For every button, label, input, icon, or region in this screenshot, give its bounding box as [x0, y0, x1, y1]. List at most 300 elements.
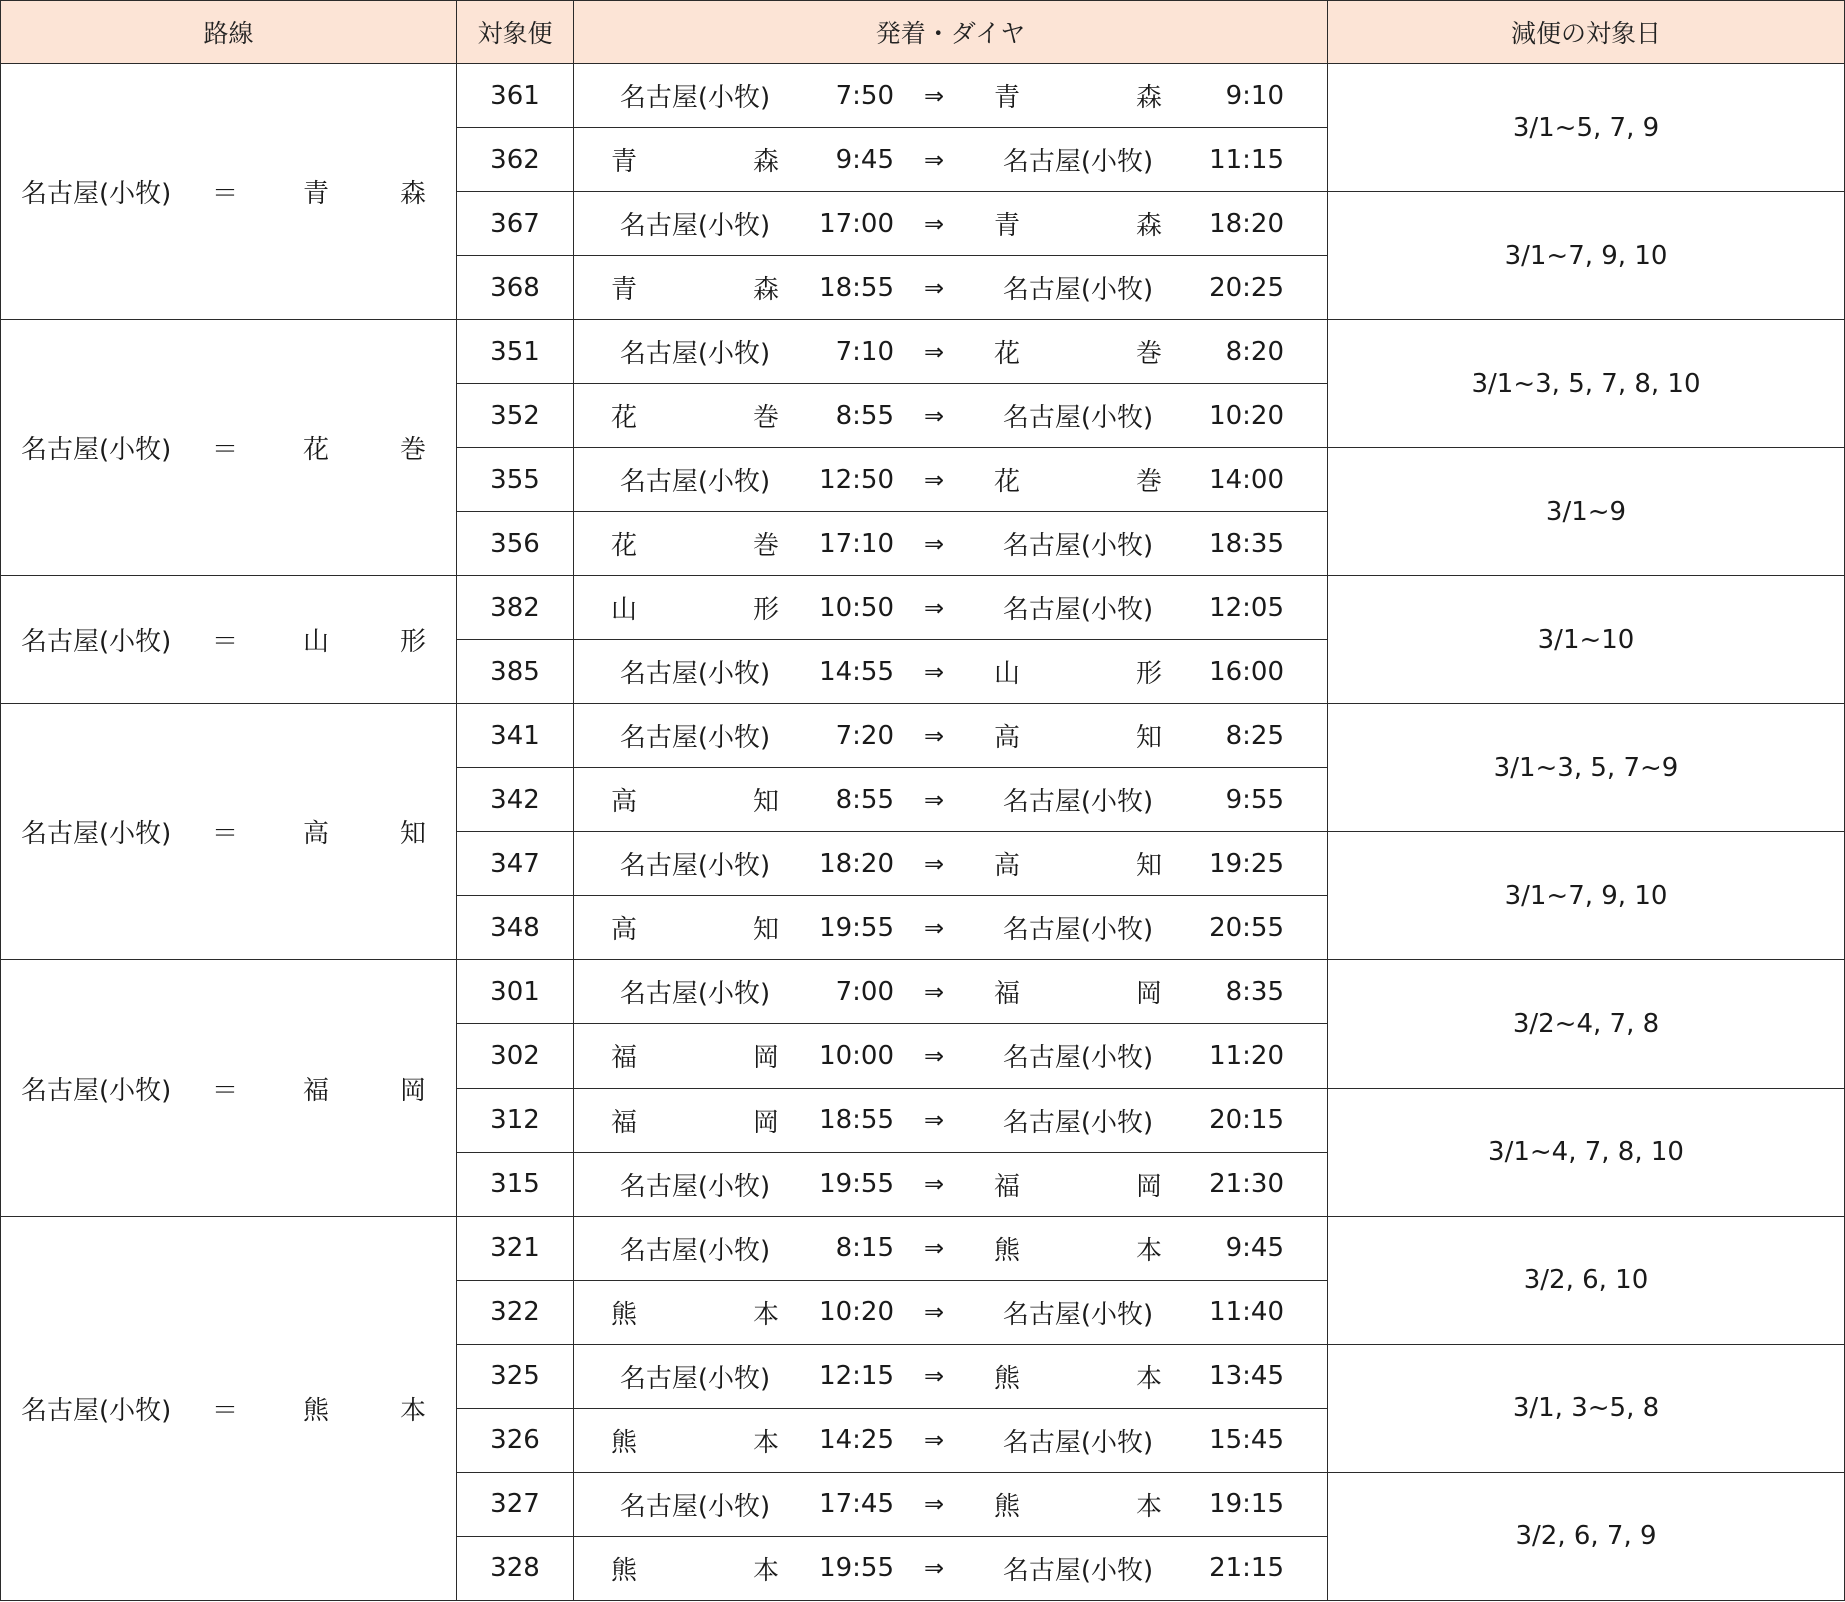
arrow-icon: ⇒: [924, 273, 945, 302]
schedule-cell: [574, 512, 1328, 576]
flight-number: 347: [457, 832, 574, 896]
departure-station-char: 知: [752, 915, 779, 946]
arrival-time: 21:30: [1209, 1169, 1284, 1200]
departure-time: 7:10: [835, 336, 894, 367]
schedule-line: [574, 1537, 1327, 1600]
departure-station: 名古屋(小牧): [619, 1235, 771, 1266]
schedule-line: [574, 1089, 1327, 1152]
schedule-line: [574, 64, 1327, 127]
arrival-station: 名古屋(小牧): [1002, 403, 1154, 434]
schedule-line: [574, 1281, 1327, 1344]
arrival-time: 20:55: [1209, 912, 1284, 943]
departure-station-char: 形: [752, 595, 779, 626]
arrow-icon: ⇒: [924, 465, 945, 494]
arrival-station-char: 熊: [994, 1491, 1021, 1522]
route-cell: [1, 320, 457, 576]
flight-number: 361: [457, 64, 574, 128]
departure-time: 18:55: [819, 272, 894, 303]
route-label: [1, 64, 456, 319]
arrival-station-char: 福: [994, 979, 1021, 1010]
schedule-line: [574, 448, 1327, 511]
schedule-line: [574, 128, 1327, 191]
arrival-time: 13:45: [1209, 1361, 1284, 1392]
departure-station-char: 高: [611, 787, 638, 818]
schedule-line: [574, 1473, 1327, 1536]
arrival-station-char: 巻: [1135, 467, 1162, 498]
flight-number: 322: [457, 1280, 574, 1344]
arrival-station: [994, 320, 1162, 383]
route-origin: 名古屋(小牧): [21, 179, 172, 210]
table-body: [1, 64, 1845, 1601]
route-separator: ＝: [211, 819, 238, 850]
departure-station-char: 本: [752, 1299, 779, 1330]
departure-station: [611, 768, 779, 831]
header-schedule: 発着・ダイヤ: [574, 1, 1328, 64]
schedule-cell: [574, 1536, 1328, 1600]
arrival-station-char: 花: [994, 467, 1021, 498]
schedule-cell: [574, 1280, 1328, 1344]
departure-time: 8:15: [835, 1233, 894, 1264]
arrival-station: [994, 704, 1162, 767]
flight-number: 325: [457, 1344, 574, 1408]
schedule-line: [574, 1024, 1327, 1087]
departure-station-char: 熊: [611, 1555, 638, 1586]
flight-number: 302: [457, 1024, 574, 1088]
departure-station: [611, 1537, 779, 1600]
departure-station: 名古屋(小牧): [619, 1363, 771, 1394]
arrival-station: [994, 1473, 1162, 1536]
arrow-icon: ⇒: [924, 785, 945, 814]
route-separator: ＝: [211, 435, 238, 466]
schedule-cell: [574, 960, 1328, 1024]
arrival-station-char: 本: [1135, 1491, 1162, 1522]
schedule-cell: [574, 1216, 1328, 1280]
arrival-station: 名古屋(小牧): [1002, 1427, 1154, 1458]
schedule-line: [574, 896, 1327, 959]
departure-station: [611, 896, 779, 959]
route-destination-char: 熊: [303, 1395, 330, 1426]
reduction-dates: 3/1~10: [1328, 576, 1845, 704]
schedule-cell: [574, 320, 1328, 384]
departure-station-char: 熊: [611, 1427, 638, 1458]
arrival-station: [994, 192, 1162, 255]
arrival-station-char: 知: [1135, 723, 1162, 754]
route-destination: [253, 1390, 456, 1427]
arrival-station: [994, 448, 1162, 511]
flight-number: 348: [457, 896, 574, 960]
arrow-icon: ⇒: [924, 1362, 945, 1391]
departure-station: 名古屋(小牧): [619, 83, 771, 114]
arrival-station: 名古屋(小牧): [1002, 1555, 1154, 1586]
departure-station-char: 熊: [611, 1299, 638, 1330]
schedule-line: [574, 320, 1327, 383]
schedule-cell: [574, 1024, 1328, 1088]
flight-number: 321: [457, 1216, 574, 1280]
arrow-icon: ⇒: [924, 849, 945, 878]
arrow-icon: ⇒: [924, 1298, 945, 1327]
arrow-icon: ⇒: [924, 1041, 945, 1070]
arrival-station: 名古屋(小牧): [1002, 915, 1154, 946]
departure-station: 名古屋(小牧): [619, 851, 771, 882]
arrival-station-char: 森: [1135, 83, 1162, 114]
schedule-cell: [574, 704, 1328, 768]
route-origin: 名古屋(小牧): [21, 627, 172, 658]
departure-time: 10:50: [819, 592, 894, 623]
schedule-line: [574, 704, 1327, 767]
arrow-icon: ⇒: [924, 913, 945, 942]
departure-time: 9:45: [835, 144, 894, 175]
flight-number: 301: [457, 960, 574, 1024]
departure-station: 名古屋(小牧): [619, 659, 771, 690]
departure-station: [611, 1089, 779, 1152]
arrow-icon: ⇒: [924, 337, 945, 366]
schedule-line: [574, 768, 1327, 831]
arrow-icon: ⇒: [924, 593, 945, 622]
arrival-time: 20:25: [1209, 272, 1284, 303]
table-row: [1, 1216, 1845, 1280]
departure-time: 18:20: [819, 848, 894, 879]
arrival-time: 12:05: [1209, 592, 1284, 623]
route-cell: [1, 704, 457, 960]
route-cell: [1, 576, 457, 704]
flight-number: 355: [457, 448, 574, 512]
departure-time: 7:20: [835, 720, 894, 751]
route-origin: 名古屋(小牧): [21, 1395, 172, 1426]
reduction-dates: 3/1~7, 9, 10: [1328, 192, 1845, 320]
flight-number: 385: [457, 640, 574, 704]
flight-number: 351: [457, 320, 574, 384]
arrow-icon: ⇒: [924, 145, 945, 174]
route-separator: ＝: [211, 1075, 238, 1106]
arrival-time: 11:40: [1209, 1297, 1284, 1328]
arrival-station: 名古屋(小牧): [1002, 1299, 1154, 1330]
flight-number: 367: [457, 192, 574, 256]
schedule-cell: [574, 768, 1328, 832]
departure-station-char: 花: [611, 403, 638, 434]
reduction-dates: 3/1~7, 9, 10: [1328, 832, 1845, 960]
departure-station-char: 巻: [752, 531, 779, 562]
arrival-station-char: 本: [1135, 1235, 1162, 1266]
schedule-line: [574, 512, 1327, 575]
reduction-dates: 3/1~9: [1328, 448, 1845, 576]
route-destination: [253, 173, 456, 210]
header-route: 路線: [1, 1, 457, 64]
departure-station: [611, 1024, 779, 1087]
schedule-cell: [574, 256, 1328, 320]
arrival-station-char: 熊: [994, 1235, 1021, 1266]
departure-station: [611, 1281, 779, 1344]
arrival-station-char: 花: [994, 339, 1021, 370]
table-row: [1, 64, 1845, 128]
departure-station: [611, 576, 779, 639]
departure-station: 名古屋(小牧): [619, 467, 771, 498]
arrow-icon: ⇒: [924, 657, 945, 686]
route-destination-char: 青: [303, 179, 330, 210]
reduction-dates: 3/2, 6, 10: [1328, 1216, 1845, 1344]
arrow-icon: ⇒: [924, 1554, 945, 1583]
arrival-station-char: 巻: [1135, 339, 1162, 370]
departure-time: 8:55: [835, 400, 894, 431]
route-destination-char: 岡: [399, 1075, 426, 1106]
departure-time: 17:45: [819, 1489, 894, 1520]
arrival-station-char: 青: [994, 83, 1021, 114]
arrow-icon: ⇒: [924, 529, 945, 558]
arrival-station: [994, 832, 1162, 895]
departure-station-char: 森: [752, 275, 779, 306]
schedule-cell: [574, 128, 1328, 192]
arrival-station-char: 岡: [1135, 979, 1162, 1010]
departure-time: 12:15: [819, 1361, 894, 1392]
arrival-station-char: 知: [1135, 851, 1162, 882]
arrival-time: 11:20: [1209, 1040, 1284, 1071]
schedule-cell: [574, 1344, 1328, 1408]
arrival-station: [994, 1217, 1162, 1280]
flight-number: 327: [457, 1472, 574, 1536]
arrival-time: 18:20: [1209, 208, 1284, 239]
route-origin: 名古屋(小牧): [21, 819, 172, 850]
arrival-station-char: 森: [1135, 211, 1162, 242]
arrival-station-char: 福: [994, 1171, 1021, 1202]
route-label: [1, 320, 456, 575]
route-label: [1, 704, 456, 959]
schedule-cell: [574, 192, 1328, 256]
route-destination-char: 巻: [399, 435, 426, 466]
arrival-station: 名古屋(小牧): [1002, 787, 1154, 818]
header-reduction-dates: 減便の対象日: [1328, 1, 1845, 64]
flight-number: 326: [457, 1408, 574, 1472]
departure-time: 14:25: [819, 1425, 894, 1456]
departure-station-char: 青: [611, 275, 638, 306]
route-destination: [253, 813, 456, 850]
arrival-time: 21:15: [1209, 1553, 1284, 1584]
arrival-station-char: 高: [994, 851, 1021, 882]
route-destination-char: 形: [399, 627, 426, 658]
schedule-cell: [574, 576, 1328, 640]
header-row: [1, 1, 1845, 64]
departure-station-char: 知: [752, 787, 779, 818]
departure-time: 19:55: [819, 1553, 894, 1584]
arrow-icon: ⇒: [924, 81, 945, 110]
arrival-station: [994, 1345, 1162, 1408]
arrival-time: 8:25: [1225, 720, 1284, 751]
schedule-line: [574, 1217, 1327, 1280]
arrival-time: 20:15: [1209, 1105, 1284, 1136]
arrival-station: 名古屋(小牧): [1002, 531, 1154, 562]
route-destination-char: 福: [303, 1075, 330, 1106]
arrow-icon: ⇒: [924, 1426, 945, 1455]
schedule-line: [574, 1409, 1327, 1472]
schedule-cell: [574, 1152, 1328, 1216]
schedule-cell: [574, 896, 1328, 960]
flight-number: 352: [457, 384, 574, 448]
route-destination-char: 森: [399, 179, 426, 210]
arrival-time: 8:20: [1225, 336, 1284, 367]
route-label: [1, 576, 456, 703]
flight-number: 356: [457, 512, 574, 576]
route-destination: [253, 621, 456, 658]
arrow-icon: ⇒: [924, 721, 945, 750]
route-separator: ＝: [211, 1395, 238, 1426]
departure-station-char: 福: [611, 1043, 638, 1074]
departure-station-char: 森: [752, 147, 779, 178]
flight-number: 315: [457, 1152, 574, 1216]
departure-station: [611, 384, 779, 447]
departure-time: 7:00: [835, 976, 894, 1007]
departure-time: 17:00: [819, 208, 894, 239]
flight-number: 342: [457, 768, 574, 832]
schedule-cell: [574, 448, 1328, 512]
departure-station-char: 花: [611, 531, 638, 562]
arrival-station: [994, 1153, 1162, 1216]
departure-station: [611, 128, 779, 191]
route-separator: ＝: [211, 179, 238, 210]
schedule-cell: [574, 832, 1328, 896]
schedule-line: [574, 384, 1327, 447]
arrival-station-char: 形: [1135, 659, 1162, 690]
schedule-line: [574, 640, 1327, 703]
reduction-dates: 3/1~4, 7, 8, 10: [1328, 1088, 1845, 1216]
route-destination-char: 山: [303, 627, 330, 658]
arrival-station: [994, 960, 1162, 1023]
arrival-station-char: 本: [1135, 1363, 1162, 1394]
arrow-icon: ⇒: [924, 401, 945, 430]
table-row: [1, 320, 1845, 384]
reduction-dates: 3/1~3, 5, 7, 8, 10: [1328, 320, 1845, 448]
arrival-time: 19:15: [1209, 1489, 1284, 1520]
route-destination: [253, 1070, 456, 1107]
schedule-cell: [574, 1408, 1328, 1472]
schedule-line: [574, 960, 1327, 1023]
departure-station: 名古屋(小牧): [619, 979, 771, 1010]
flight-number: 368: [457, 256, 574, 320]
route-label: [1, 960, 456, 1215]
route-cell: [1, 1216, 457, 1600]
departure-station-char: 岡: [752, 1107, 779, 1138]
schedule-cell: [574, 64, 1328, 128]
arrival-time: 9:45: [1225, 1233, 1284, 1264]
departure-station: [611, 256, 779, 319]
departure-time: 7:50: [835, 80, 894, 111]
departure-time: 12:50: [819, 464, 894, 495]
reduction-dates: 3/2, 6, 7, 9: [1328, 1472, 1845, 1600]
departure-time: 18:55: [819, 1105, 894, 1136]
schedule-line: [574, 192, 1327, 255]
arrival-station: 名古屋(小牧): [1002, 147, 1154, 178]
arrival-station-char: 青: [994, 211, 1021, 242]
reduction-dates: 3/1~5, 7, 9: [1328, 64, 1845, 192]
departure-station: [611, 512, 779, 575]
schedule-cell: [574, 384, 1328, 448]
arrival-time: 16:00: [1209, 656, 1284, 687]
route-origin: 名古屋(小牧): [21, 1075, 172, 1106]
departure-time: 19:55: [819, 1169, 894, 1200]
arrival-time: 14:00: [1209, 464, 1284, 495]
arrival-time: 15:45: [1209, 1425, 1284, 1456]
arrival-station: 名古屋(小牧): [1002, 595, 1154, 626]
schedule-line: [574, 1345, 1327, 1408]
arrow-icon: ⇒: [924, 209, 945, 238]
arrival-station-char: 山: [994, 659, 1021, 690]
arrival-station-char: 熊: [994, 1363, 1021, 1394]
flight-number: 328: [457, 1536, 574, 1600]
departure-station: 名古屋(小牧): [619, 1491, 771, 1522]
arrival-station: 名古屋(小牧): [1002, 275, 1154, 306]
schedule-line: [574, 256, 1327, 319]
flight-number: 341: [457, 704, 574, 768]
departure-time: 19:55: [819, 912, 894, 943]
route-destination-char: 本: [399, 1395, 426, 1426]
arrival-time: 9:55: [1225, 784, 1284, 815]
arrival-station: 名古屋(小牧): [1002, 1107, 1154, 1138]
arrival-station-char: 高: [994, 723, 1021, 754]
departure-time: 14:55: [819, 656, 894, 687]
flight-number: 362: [457, 128, 574, 192]
arrow-icon: ⇒: [924, 977, 945, 1006]
arrival-time: 10:20: [1209, 400, 1284, 431]
arrival-station: [994, 640, 1162, 703]
reduction-dates: 3/1, 3~5, 8: [1328, 1344, 1845, 1472]
schedule-line: [574, 1153, 1327, 1216]
departure-station-char: 岡: [752, 1043, 779, 1074]
departure-station: 名古屋(小牧): [619, 339, 771, 370]
arrow-icon: ⇒: [924, 1490, 945, 1519]
arrival-station-char: 岡: [1135, 1171, 1162, 1202]
header-flight-number: 対象便: [457, 1, 574, 64]
departure-station-char: 本: [752, 1555, 779, 1586]
schedule-cell: [574, 640, 1328, 704]
departure-station: 名古屋(小牧): [619, 211, 771, 242]
route-destination-char: 花: [303, 435, 330, 466]
departure-station-char: 山: [611, 595, 638, 626]
table-row: [1, 704, 1845, 768]
schedule-cell: [574, 1472, 1328, 1536]
schedule-line: [574, 832, 1327, 895]
route-label: [1, 1217, 456, 1600]
departure-station-char: 本: [752, 1427, 779, 1458]
route-cell: [1, 960, 457, 1216]
flight-number: 312: [457, 1088, 574, 1152]
arrival-station: [994, 64, 1162, 127]
departure-station: 名古屋(小牧): [619, 1171, 771, 1202]
departure-time: 17:10: [819, 528, 894, 559]
route-destination: [253, 429, 456, 466]
route-destination-char: 知: [399, 819, 426, 850]
flight-number: 382: [457, 576, 574, 640]
arrival-station: 名古屋(小牧): [1002, 1043, 1154, 1074]
table-row: [1, 960, 1845, 1024]
arrival-time: 18:35: [1209, 528, 1284, 559]
departure-station-char: 福: [611, 1107, 638, 1138]
departure-station-char: 巻: [752, 403, 779, 434]
reduction-dates: 3/1~3, 5, 7~9: [1328, 704, 1845, 832]
table-row: [1, 576, 1845, 640]
route-cell: [1, 64, 457, 320]
arrival-time: 9:10: [1225, 80, 1284, 111]
arrow-icon: ⇒: [924, 1234, 945, 1263]
departure-station-char: 青: [611, 147, 638, 178]
schedule-cell: [574, 1088, 1328, 1152]
route-separator: ＝: [211, 627, 238, 658]
arrival-time: 19:25: [1209, 848, 1284, 879]
departure-time: 10:20: [819, 1297, 894, 1328]
arrow-icon: ⇒: [924, 1106, 945, 1135]
route-origin: 名古屋(小牧): [21, 435, 172, 466]
arrival-time: 11:15: [1209, 144, 1284, 175]
schedule-line: [574, 576, 1327, 639]
departure-station: 名古屋(小牧): [619, 723, 771, 754]
departure-station: [611, 1409, 779, 1472]
departure-time: 10:00: [819, 1040, 894, 1071]
